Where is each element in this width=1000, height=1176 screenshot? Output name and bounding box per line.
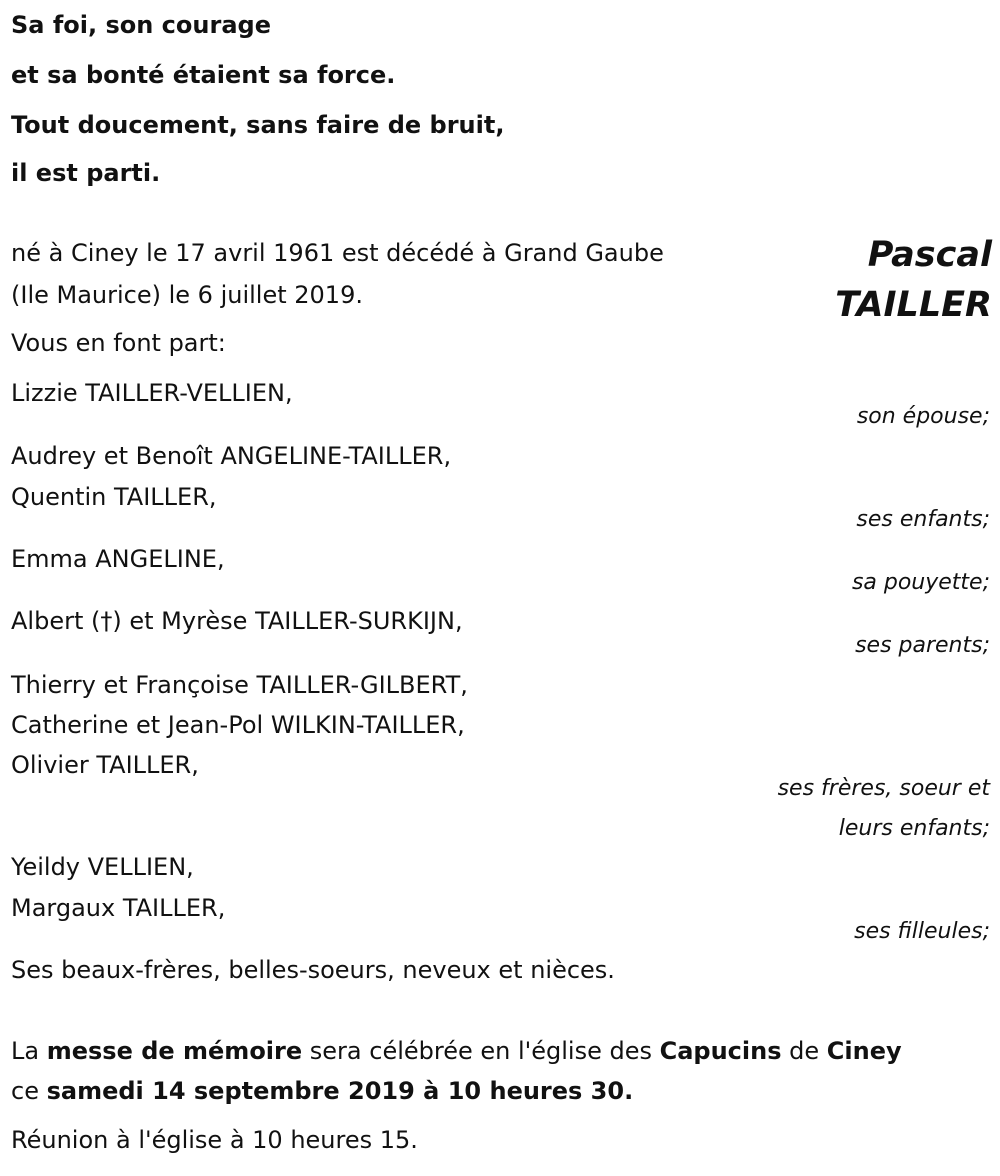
family-relation: ses enfants; — [856, 507, 990, 532]
verse-line-1: Sa foi, son courage — [11, 11, 271, 39]
family-relation: ses filleules; — [854, 919, 990, 944]
family-relation: son épouse; — [856, 404, 990, 429]
deceased-first-name: Pascal — [867, 235, 992, 275]
mass-line-2 — [11, 1076, 633, 1106]
family-name: Thierry et Françoise TAILLER-GILBERT, — [11, 671, 468, 699]
deceased-last-name: TAILLER — [835, 285, 992, 325]
mass-text: sera célébrée en l'église des — [302, 1037, 660, 1065]
mass-datetime: samedi 14 septembre 2019 à 10 heures 30. — [46, 1077, 634, 1105]
mass-text: La — [11, 1037, 47, 1065]
family-relation: sa pouyette; — [851, 570, 990, 595]
mass-text: de — [781, 1037, 827, 1065]
mass-line-1 — [11, 1036, 902, 1066]
family-name: Emma ANGELINE, — [11, 545, 225, 573]
family-name: Margaux TAILLER, — [11, 894, 226, 922]
family-name: Olivier TAILLER, — [11, 751, 199, 779]
intro-line-1: né à Ciney le 17 avril 1961 est décédé à Grand Gaube — [11, 239, 664, 267]
mass-type: messe de mémoire — [46, 1037, 303, 1065]
family-relation: ses parents; — [855, 633, 990, 658]
family-name: Quentin TAILLER, — [11, 483, 217, 511]
mass-church: Capucins — [659, 1037, 782, 1065]
verse-line-3: Tout doucement, sans faire de bruit, — [11, 111, 505, 139]
extended-family-text: Ses beaux-frères, belles-soeurs, neveux et nièces. — [11, 956, 615, 984]
mass-town: Ciney — [826, 1037, 902, 1065]
family-name: Catherine et Jean-Pol WILKIN-TAILLER, — [11, 711, 465, 739]
family-name: Yeildy VELLIEN, — [11, 853, 194, 881]
family-name: Audrey et Benoît ANGELINE-TAILLER, — [11, 442, 452, 470]
verse-line-4: il est parti. — [11, 159, 161, 187]
intro-line-2: (Ile Maurice) le 6 juillet 2019. — [11, 281, 363, 309]
verse-line-2: et sa bonté étaient sa force. — [11, 61, 396, 89]
reunion-text: Réunion à l'église à 10 heures 15. — [11, 1126, 418, 1154]
mass-text: ce — [11, 1077, 47, 1105]
family-relation: ses frères, soeur et — [777, 776, 990, 801]
family-relation: leurs enfants; — [838, 816, 990, 841]
family-name: Lizzie TAILLER-VELLIEN, — [11, 379, 293, 407]
announce-text: Vous en font part: — [11, 329, 226, 357]
family-name: Albert (†) et Myrèse TAILLER-SURKIJN, — [11, 607, 463, 635]
